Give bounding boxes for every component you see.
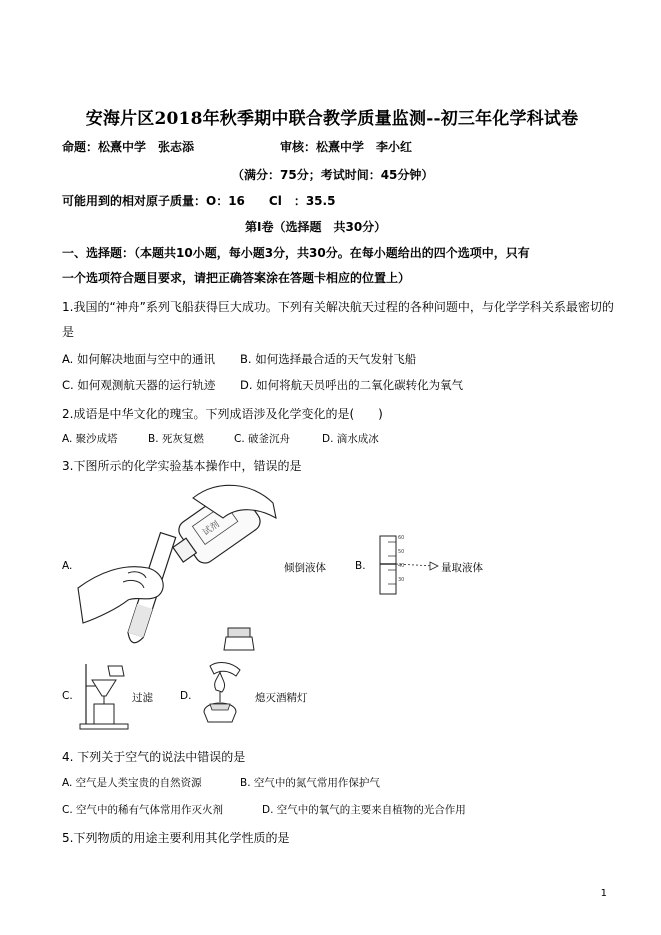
q3-option-d-label: 熄灭酒精灯 bbox=[255, 692, 308, 704]
q1-option-a: A. 如何解决地面与空中的通讯 bbox=[62, 352, 215, 366]
pouring-liquid-figure bbox=[78, 478, 278, 663]
proposer: 命题：松熹中学 张志添 bbox=[62, 140, 195, 154]
q2-stem: 2.成语是中华文化的瑰宝。下列成语涉及化学变化的是( ) bbox=[62, 407, 383, 421]
q2-option-c: C. 破釜沉舟 bbox=[234, 433, 291, 445]
section-instruction-1: 一、选择题：（本题共10小题，每小题3分，共30分。在每小题给出的四个选项中，只有 bbox=[62, 246, 530, 260]
exam-title: 安海片区2018年秋季期中联合教学质量监测--初三年化学科试卷 bbox=[85, 109, 579, 129]
section-instruction-2: 一个选项符合题目要求，请把正确答案涂在答题卡相应的位置上） bbox=[62, 271, 411, 285]
cylinder-tick-50: 50 bbox=[398, 549, 405, 555]
score-time: （满分：75分；考试时间：45分钟） bbox=[232, 168, 434, 182]
svg-text:试剂: 试剂 bbox=[201, 519, 222, 539]
q2-option-d: D. 滴水成冰 bbox=[322, 433, 379, 445]
q3-option-d-letter: D. bbox=[180, 690, 192, 702]
q1-option-d: D. 如何将航天员呼出的二氧化碳转化为氧气 bbox=[240, 378, 464, 392]
q1-stem-line1: 1.我国的“神舟”系列飞船获得巨大成功。下列有关解决航天过程的各种问题中，与化学学科关系最密切的 bbox=[62, 300, 614, 314]
q3-option-a-label: 倾倒液体 bbox=[284, 562, 326, 574]
page-number: 1 bbox=[600, 888, 607, 899]
measuring-cylinder-figure bbox=[374, 534, 438, 598]
q3-option-c-letter: C. bbox=[62, 690, 73, 702]
q1-option-b: B. 如何选择最合适的天气发射飞船 bbox=[240, 352, 417, 366]
q4-option-c: C. 空气中的稀有气体常用作灭火剂 bbox=[62, 804, 224, 816]
q3-option-c-label: 过滤 bbox=[132, 692, 153, 704]
q4-option-d: D. 空气中的氧气的主要来自植物的光合作用 bbox=[262, 804, 466, 816]
q2-option-b: B. 死灰复燃 bbox=[148, 433, 204, 445]
q5-stem: 5.下列物质的用途主要利用其化学性质的是 bbox=[62, 831, 290, 845]
q3-option-b-letter: B. bbox=[355, 560, 366, 572]
bottle-stopper bbox=[224, 628, 254, 650]
filtration-figure bbox=[78, 662, 130, 730]
reviewer: 审核：松熹中学 李小红 bbox=[280, 140, 413, 154]
q2-option-a: A. 聚沙成塔 bbox=[62, 433, 118, 445]
q1-stem-line2: 是 bbox=[62, 325, 75, 339]
alcohol-lamp-figure bbox=[196, 660, 246, 730]
eye-icon bbox=[430, 562, 438, 570]
cylinder-tick-60: 60 bbox=[398, 535, 405, 541]
q1-option-c: C. 如何观测航天器的运行轨迹 bbox=[62, 378, 216, 392]
q3-stem: 3.下图所示的化学实验基本操作中，错误的是 bbox=[62, 459, 302, 473]
atomic-mass: 可能用到的相对原子质量：O：16 Cl ：35.5 bbox=[62, 194, 336, 208]
cylinder-tick-30: 30 bbox=[398, 577, 405, 583]
section-title: 第Ⅰ卷（选择题 共30分） bbox=[245, 220, 387, 234]
q4-option-a: A. 空气是人类宝贵的自然资源 bbox=[62, 777, 202, 789]
q3-option-a-letter: A. bbox=[62, 560, 73, 572]
q4-option-b: B. 空气中的氮气常用作保护气 bbox=[240, 777, 380, 789]
cylinder-tick-40: 40 bbox=[398, 563, 405, 569]
q3-option-b-label: 量取液体 bbox=[441, 562, 483, 574]
q4-stem: 4. 下列关于空气的说法中错误的是 bbox=[62, 750, 246, 764]
